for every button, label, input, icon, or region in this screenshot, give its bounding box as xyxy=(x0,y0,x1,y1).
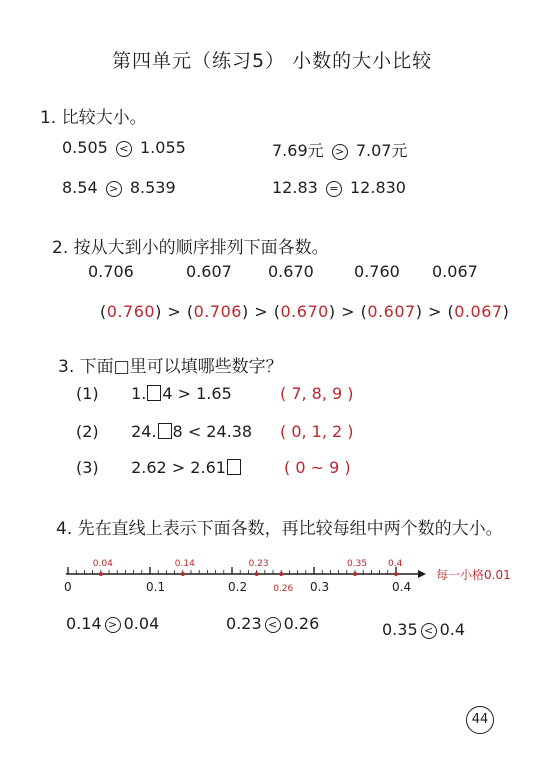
q3-left: 1. xyxy=(131,384,147,403)
q3-idx: (2) xyxy=(76,422,99,441)
compare-circle: = xyxy=(326,181,342,197)
marked-point-label: 0.04 xyxy=(92,559,113,569)
page-number xyxy=(466,706,494,734)
marked-point xyxy=(353,572,357,576)
q4-a: 0.14 xyxy=(66,614,102,633)
q2-answer: 0.760 xyxy=(106,302,156,321)
axis-label: 0.4 xyxy=(392,580,412,594)
q2-sep: > xyxy=(254,302,269,321)
blank-box xyxy=(158,423,172,439)
axis-arrow xyxy=(418,570,426,578)
marked-points xyxy=(93,559,403,594)
q1-item-2-a: 7.69元 xyxy=(272,141,324,160)
q4-a: 0.23 xyxy=(226,614,262,633)
q3-answer-1: ( 7, 8, 9 ) xyxy=(280,384,354,403)
q1-item-2 xyxy=(272,138,407,161)
marked-point-label: 0.26 xyxy=(273,584,294,594)
q2-answer: 0.067 xyxy=(454,302,503,321)
marked-point xyxy=(279,572,283,576)
axis-label: 0 xyxy=(64,580,72,594)
axis-label: 0.3 xyxy=(310,580,330,594)
q1-item-1-b: 1.055 xyxy=(140,138,186,157)
marked-point-label: 0.35 xyxy=(347,559,368,569)
q4-b: 0.26 xyxy=(283,614,320,633)
q2-answer: 0.670 xyxy=(280,302,329,321)
q2-number: 0.670 xyxy=(268,262,314,281)
q2-answer: 0.706 xyxy=(193,302,242,321)
q2-heading: 2. 按从大到小的顺序排列下面各数。 xyxy=(52,238,329,258)
q1-item-2-b: 7.07元 xyxy=(355,141,408,160)
q1-item-3-b: 8.539 xyxy=(129,178,176,197)
page-number-text: 44 xyxy=(471,712,489,727)
blank-box xyxy=(147,385,161,401)
q4-compare-1 xyxy=(66,614,159,633)
q1-item-1 xyxy=(62,138,186,157)
q4-b: 0.4 xyxy=(439,620,466,639)
q3-answer-3: ( 0 ~ 9 ) xyxy=(284,458,351,477)
marked-point-label: 0.4 xyxy=(388,559,403,569)
compare-circle: > xyxy=(106,181,122,197)
q1-item-3 xyxy=(62,178,176,197)
q2-number: 0.706 xyxy=(88,262,134,281)
q2-sep: > xyxy=(428,302,442,321)
axis-label: 0.1 xyxy=(146,580,166,594)
q2-sep: > xyxy=(341,302,356,321)
q3-item-2 xyxy=(76,422,252,441)
q3-item-3 xyxy=(76,458,242,477)
q1-item-3-a: 8.54 xyxy=(62,178,98,197)
axis-label: 0.2 xyxy=(228,580,248,594)
compare-circle: < xyxy=(265,617,281,633)
marked-point xyxy=(394,572,398,576)
blank-box xyxy=(227,459,241,475)
q3-item-1 xyxy=(76,384,232,403)
q4-heading: 4. 先在直线上表示下面各数，再比较每组中两个数的大小。 xyxy=(56,519,503,539)
q1-heading: 1. 比较大小。 xyxy=(40,108,147,128)
q2-number: 0.760 xyxy=(354,262,400,281)
compare-circle: > xyxy=(105,617,121,633)
q1-item-4 xyxy=(272,178,406,197)
q3-heading: 3. 下面□里可以填哪些数字？ xyxy=(58,357,283,377)
q4-b: 0.04 xyxy=(123,614,160,633)
q1-item-4-a: 12.83 xyxy=(272,178,318,197)
marked-point xyxy=(255,572,259,576)
q2-sep: > xyxy=(167,302,182,321)
q3-answer-2: ( 0, 1, 2 ) xyxy=(280,422,354,441)
q3-right: 8 < 24.38 xyxy=(172,422,253,441)
q2-answer-row: (0.760) > (0.706) > (0.670) > (0.607) > (0.067) xyxy=(100,302,510,321)
q1-item-4-b: 12.830 xyxy=(350,178,406,197)
page-title: 第四单元（练习5） 小数的大小比较 xyxy=(112,50,433,72)
q4-a: 0.35 xyxy=(382,620,418,639)
marked-point-label: 0.23 xyxy=(248,559,269,569)
q2-number: 0.607 xyxy=(186,262,232,281)
compare-circle: > xyxy=(332,144,348,160)
q1-item-1-a: 0.505 xyxy=(62,138,108,157)
q3-idx: (1) xyxy=(76,384,99,403)
q3-left: 24. xyxy=(131,422,157,441)
marked-point xyxy=(99,572,103,576)
marked-point-label: 0.14 xyxy=(174,559,195,569)
q4-compare-3 xyxy=(382,620,465,639)
compare-circle: < xyxy=(421,623,437,639)
q4-compare-2 xyxy=(226,614,319,633)
q2-number: 0.067 xyxy=(432,262,478,281)
q3-left: 2.62 > 2.61 xyxy=(131,458,226,477)
q3-right: 4 > 1.65 xyxy=(162,384,232,403)
axis-labels xyxy=(64,580,411,594)
q3-idx: (3) xyxy=(76,458,99,477)
marked-point xyxy=(181,572,185,576)
scale-note: 每一小格0.01 xyxy=(436,568,511,582)
compare-circle: < xyxy=(116,141,132,157)
q2-answer: 0.607 xyxy=(367,302,416,321)
